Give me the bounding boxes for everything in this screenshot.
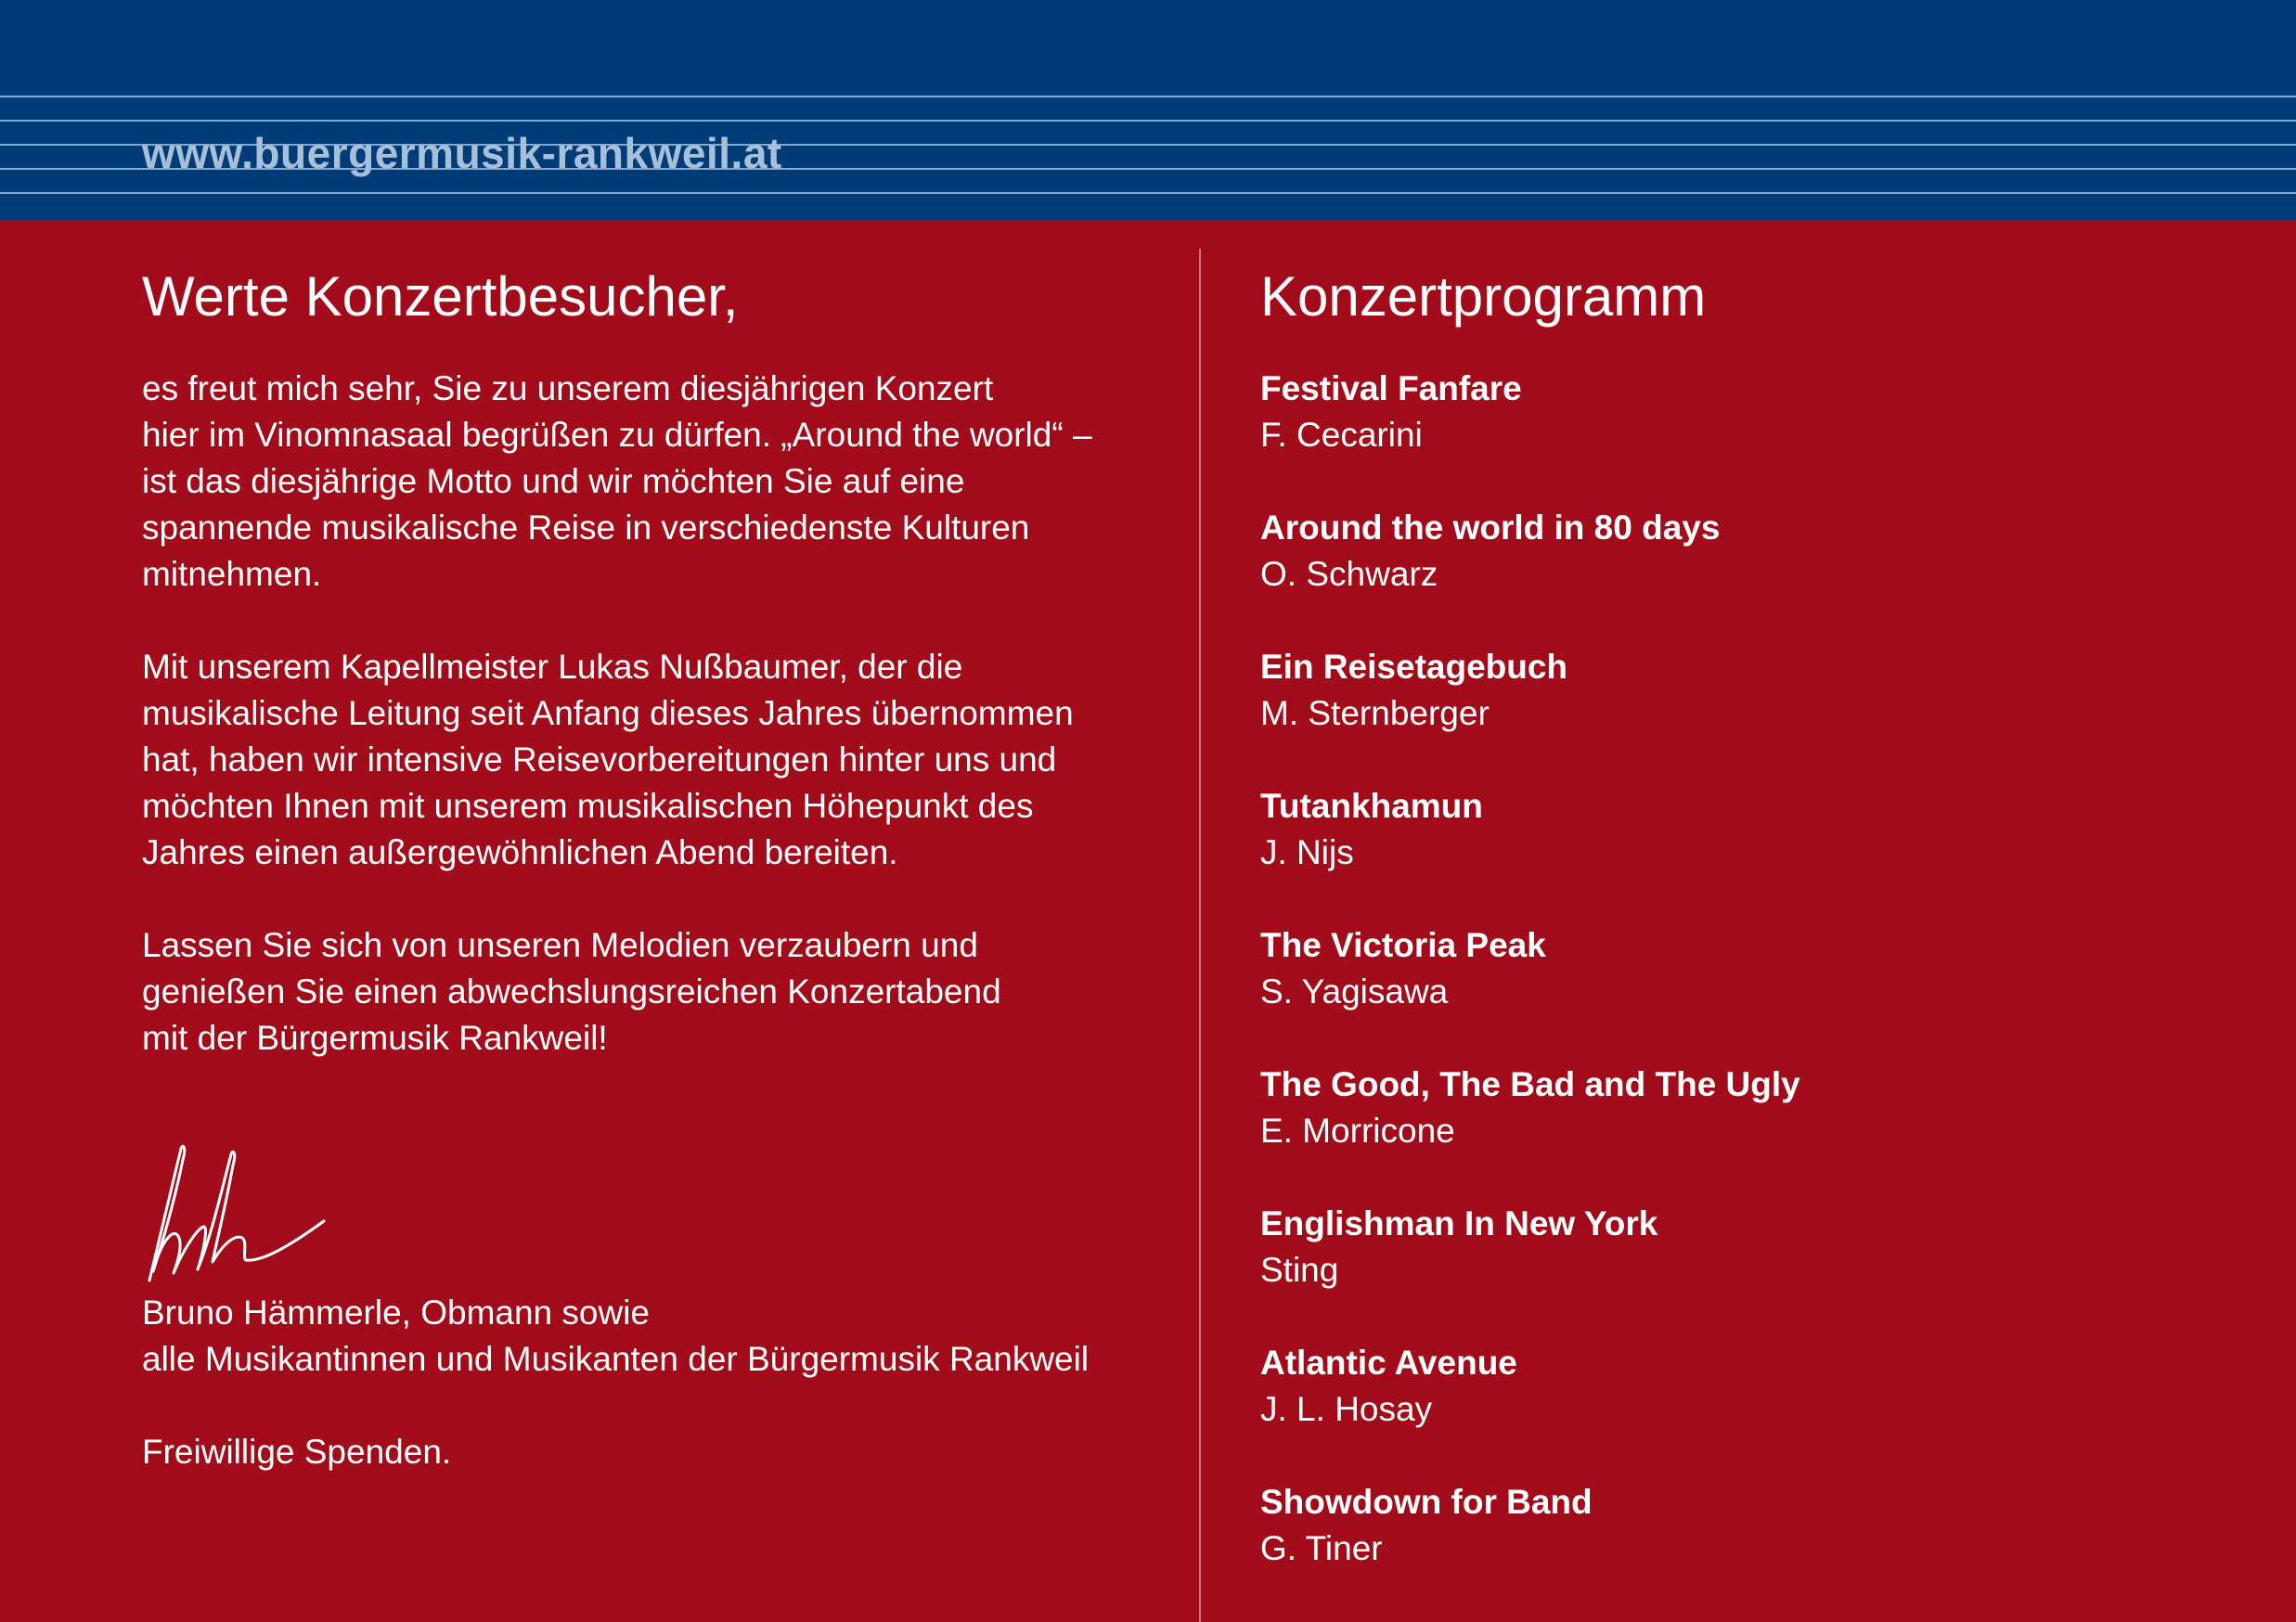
piece-title: Festival Fanfare bbox=[1260, 369, 1522, 407]
composer-name: E. Morricone bbox=[1260, 1112, 1455, 1150]
staff-line bbox=[0, 96, 2296, 97]
composer-name: M. Sternberger bbox=[1260, 694, 1490, 732]
letter-heading: Werte Konzertbesucher, bbox=[142, 265, 739, 328]
piece-title: Ein Reisetagebuch bbox=[1260, 648, 1568, 686]
composer-name: J. Nijs bbox=[1260, 833, 1354, 871]
piece-title: Atlantic Avenue bbox=[1260, 1344, 1517, 1382]
composer-name: J. L. Hosay bbox=[1260, 1390, 1433, 1428]
website-url: www.buergermusik-rankweil.at bbox=[142, 129, 782, 177]
program-item bbox=[1260, 505, 2244, 644]
program-list bbox=[1260, 366, 2244, 1618]
piece-title: Around the world in 80 days bbox=[1260, 508, 1721, 547]
composer-name: O. Schwarz bbox=[1260, 555, 1438, 593]
program-item bbox=[1260, 1479, 2244, 1618]
piece-title: Englishman In New York bbox=[1260, 1204, 1658, 1242]
staff-line bbox=[0, 192, 2296, 194]
piece-title: Showdown for Band bbox=[1260, 1483, 1593, 1521]
program-item bbox=[1260, 1340, 2244, 1479]
program-item bbox=[1260, 1062, 2244, 1201]
letter-paragraph: Mit unserem Kapellmeister Lukas Nußbaumer, der die musikalische Leitung seit Anfang dieses Jahres übernommen hat, haben wir intensive Reisevorbereitungen hinter uns und möchten Ihnen mit unserem musikalischen Höhepunkt des Jahres einen außergewöhnlichen Abend bereiten. bbox=[142, 648, 1074, 871]
header-banner bbox=[0, 0, 2296, 220]
column-divider bbox=[1199, 249, 1201, 1622]
welcome-letter bbox=[142, 262, 1172, 1475]
program-item bbox=[1260, 783, 2244, 922]
letter-paragraph: Lassen Sie sich von unseren Melodien verzaubern und genießen Sie einen abwechslungsreichen Konzertabend mit der Bürgermusik Rankweil! bbox=[142, 926, 1001, 1057]
concert-program bbox=[1260, 262, 2244, 1618]
composer-name: S. Yagisawa bbox=[1260, 972, 1449, 1011]
composer-name: Sting bbox=[1260, 1251, 1339, 1289]
piece-title: The Victoria Peak bbox=[1260, 926, 1546, 964]
program-heading: Konzertprogramm bbox=[1260, 265, 1707, 328]
composer-name: G. Tiner bbox=[1260, 1529, 1383, 1567]
program-item bbox=[1260, 366, 2244, 505]
composer-name: F. Cecarini bbox=[1260, 416, 1423, 454]
piece-title: Tutankhamun bbox=[1260, 787, 1483, 825]
donation-note: Freiwillige Spenden. bbox=[142, 1433, 452, 1471]
program-item bbox=[1260, 922, 2244, 1062]
program-item bbox=[1260, 1201, 2244, 1340]
piece-title: The Good, The Bad and The Ugly bbox=[1260, 1065, 1800, 1103]
letter-paragraph: es freut mich sehr, Sie zu unserem diesjährigen Konzert hier im Vinomnasaal begrüßen zu dürfen. „Around the world“ – ist das diesjährige Motto und wir möchten Sie auf eine spannende musikalische Reise in verschiedenste Kulturen mitnehmen. bbox=[142, 369, 1092, 593]
program-item bbox=[1260, 644, 2244, 783]
letter-closing: Bruno Hämmerle, Obmann sowie alle Musikantinnen und Musikanten der Bürgermusik Rankweil bbox=[142, 1294, 1090, 1378]
signature bbox=[142, 1141, 328, 1290]
staff-line bbox=[0, 120, 2296, 122]
